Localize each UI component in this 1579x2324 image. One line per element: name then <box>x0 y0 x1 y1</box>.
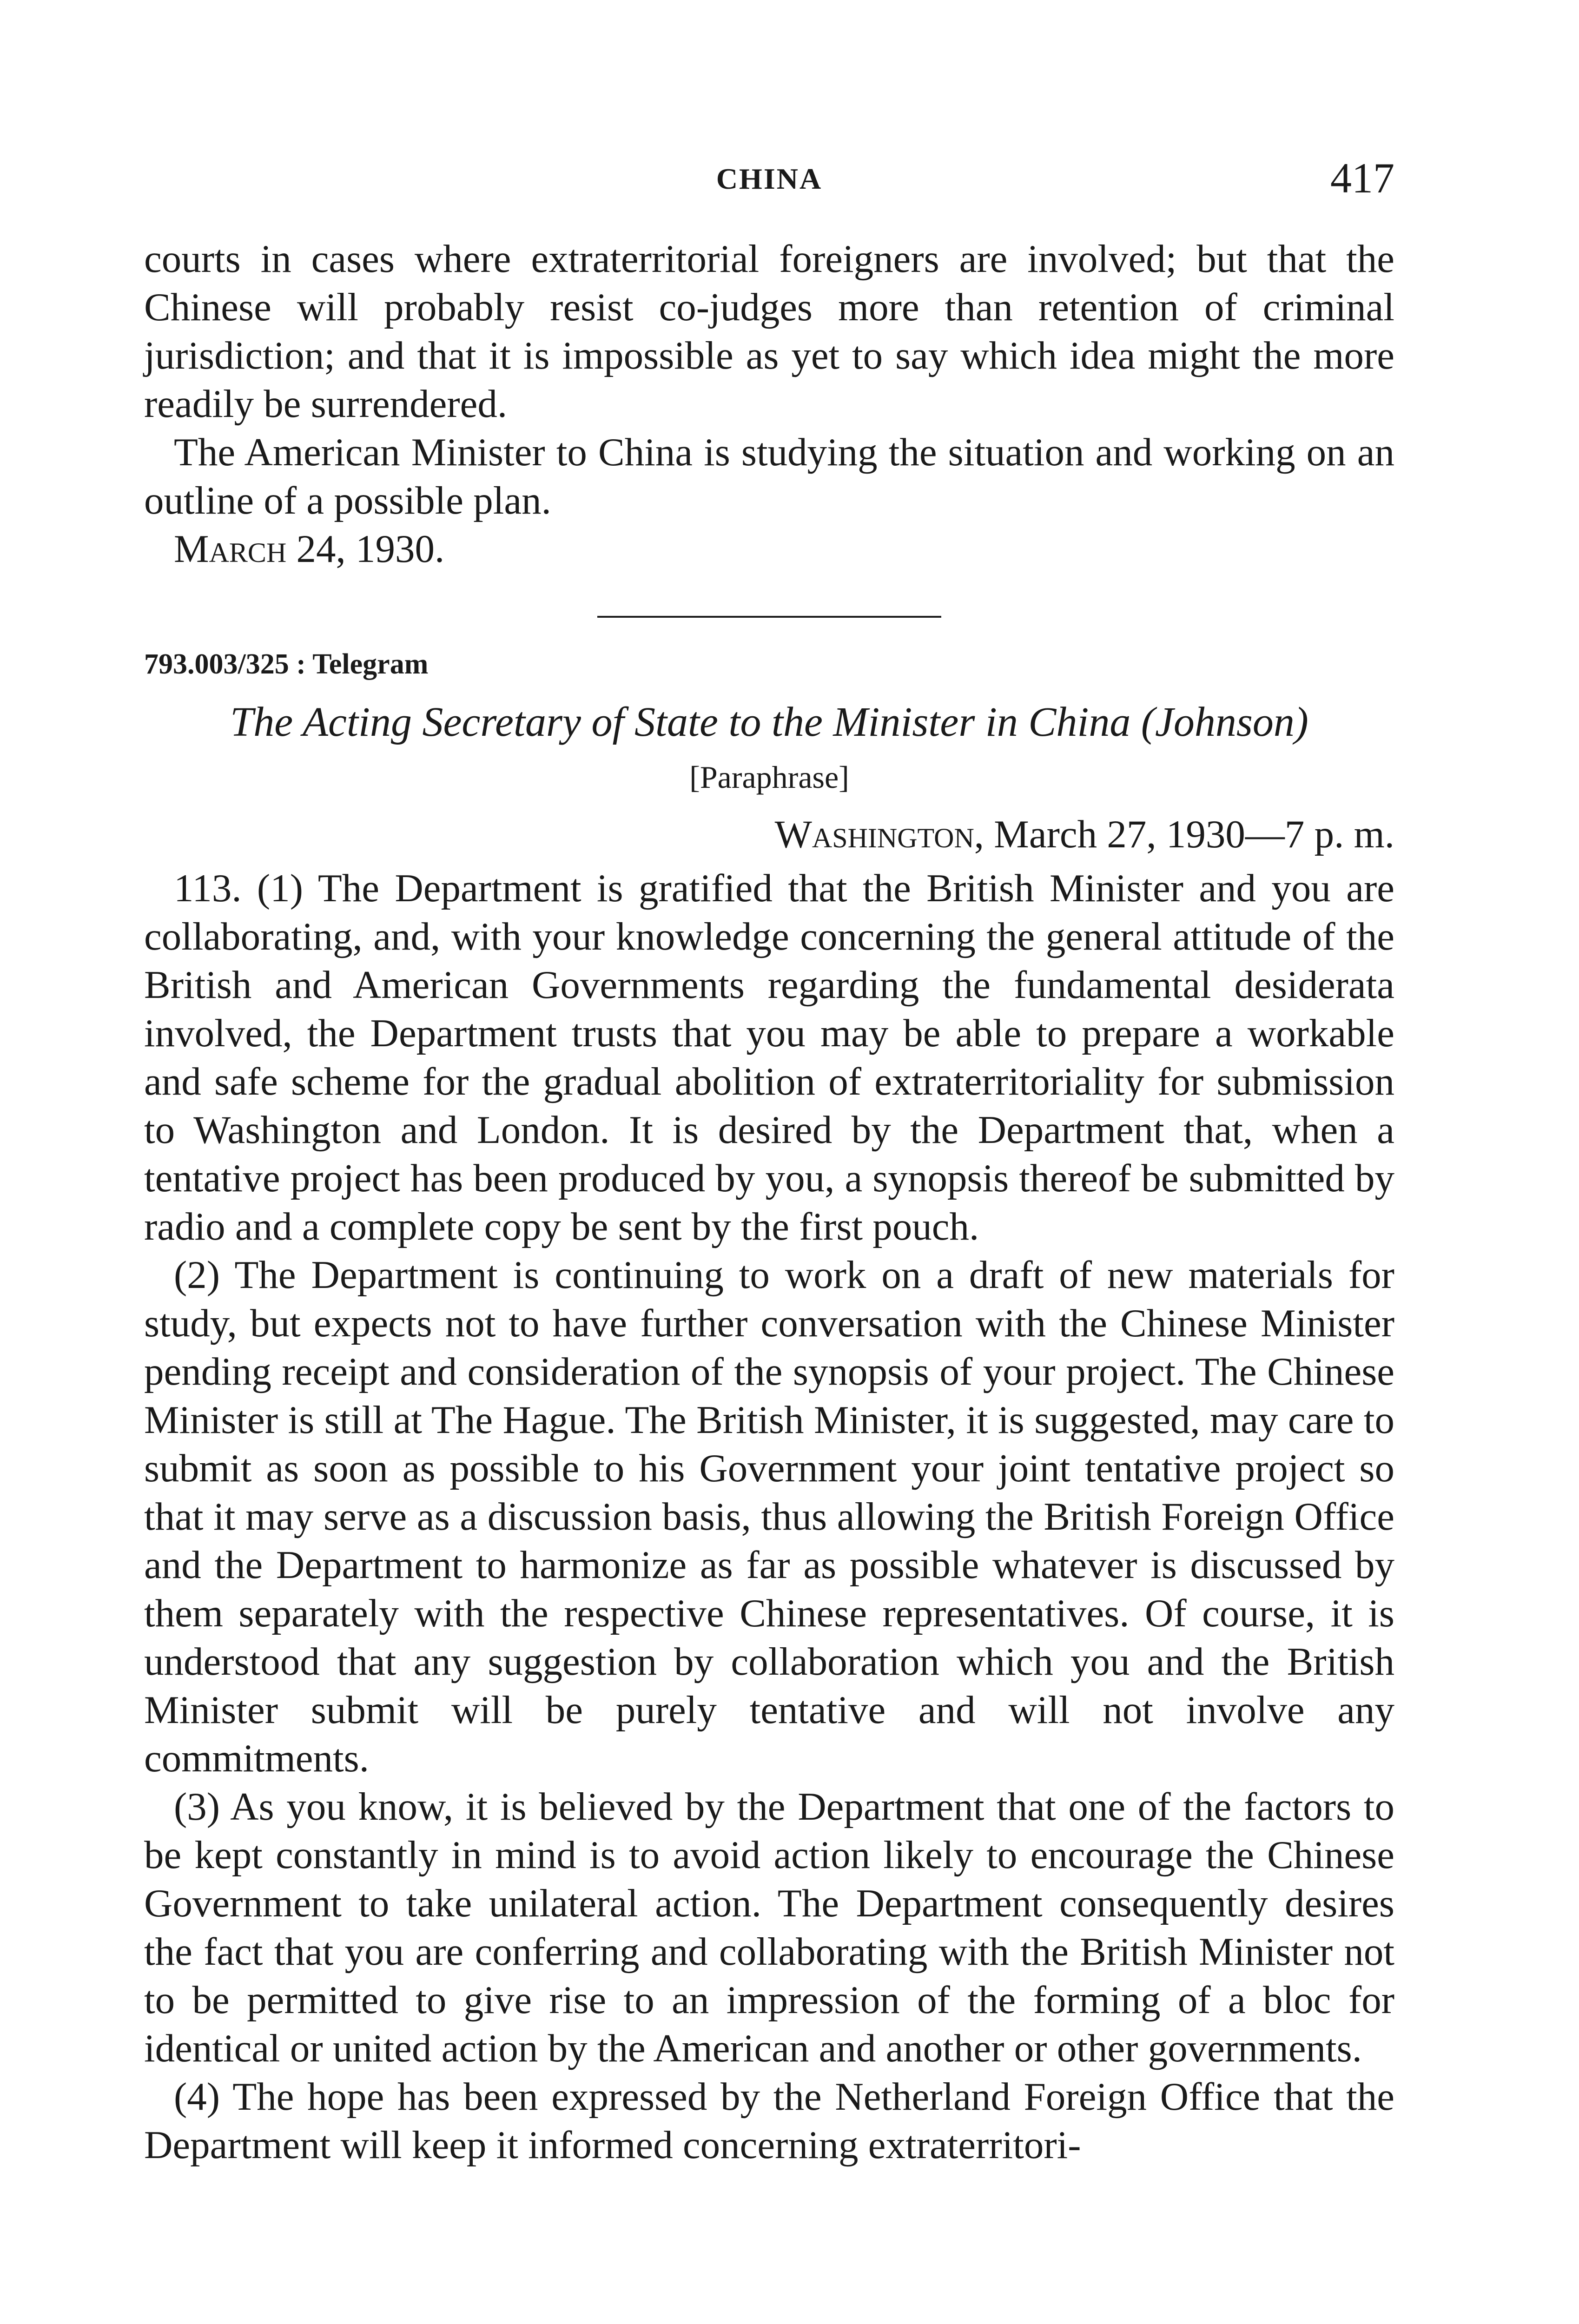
place-and-date <box>144 810 1394 858</box>
paragraph: The American Minister to China is studying the situation and working on an outline of a possible plan. <box>144 430 1394 522</box>
section-divider <box>597 616 941 618</box>
place: Washington <box>774 812 974 856</box>
page-body <box>144 235 1394 2169</box>
running-head: CHINA <box>716 162 823 195</box>
telegram-date: , March 27, 1930—7 p. m. <box>974 812 1394 856</box>
dateline-day-year: 24, 1930. <box>286 527 445 571</box>
paragraph-2: (2) The Department is continuing to work on a draft of new materials for study, but expects not to have further conversation with the Chinese Minister pending receipt and consideration of the synopsis of your project. The Chinese Minister is still at The Hague. The British Minister, it is suggested, may care to submit as soon as possible to his Government your joint tentative project so that it may serve as a discussion basis, thus allowing the British Foreign Office and the Department to harmonize as far as possible whatever is discussed by them separately with the respective Chinese representatives. Of course, it is understood that any suggestion by collaboration which you and the British Minister submit will be purely tentative and will not involve any commitments. <box>144 1253 1394 1780</box>
page-number: 417 <box>1330 154 1394 202</box>
continued-paragraph: courts in cases where extraterritorial foreigners are involved; but that the Chinese will probably resist co-judges more than retention of criminal jurisdiction; and that it is impossible as yet to say which idea might the more readily be surrendered. <box>144 237 1394 426</box>
paragraph-3: (3) As you know, it is believed by the Department that one of the factors to be kept constantly in mind is to avoid action likely to encourage the Chinese Government to take unilateral action. The Department consequently desires the fact that you are conferring and collaborating with the British Minister not to be permitted to give rise to an impression of the forming of a bloc for identical or united action by the American and another or other governments. <box>144 1785 1394 2070</box>
file-reference: 793.003/325 : Telegram <box>144 648 429 680</box>
document-title: The Acting Secretary of State to the Minister in China (Johnson) <box>230 699 1308 745</box>
dateline-month: March <box>174 527 287 571</box>
dateline <box>144 525 1394 573</box>
paraphrase-note: [Paraphrase] <box>689 759 849 795</box>
paragraph-4: (4) The hope has been expressed by the Netherland Foreign Office that the Department will keep it informed concerning extraterritori- <box>144 2075 1394 2167</box>
paragraph-1: 113. (1) The Department is gratified that the British Minister and you are collaborating, and, with your knowledge concerning the general attitude of the British and American Governments regarding the fundamental desiderata involved, the Department trusts that you may be able to prepare a workable and safe scheme for the gradual abolition of extraterritoriality for submission to Washington and London. It is desired by the Department that, when a tentative project has been produced by you, a synopsis thereof be submitted by radio and a complete copy be sent by the first pouch. <box>144 866 1394 1248</box>
page-header <box>144 153 1394 209</box>
